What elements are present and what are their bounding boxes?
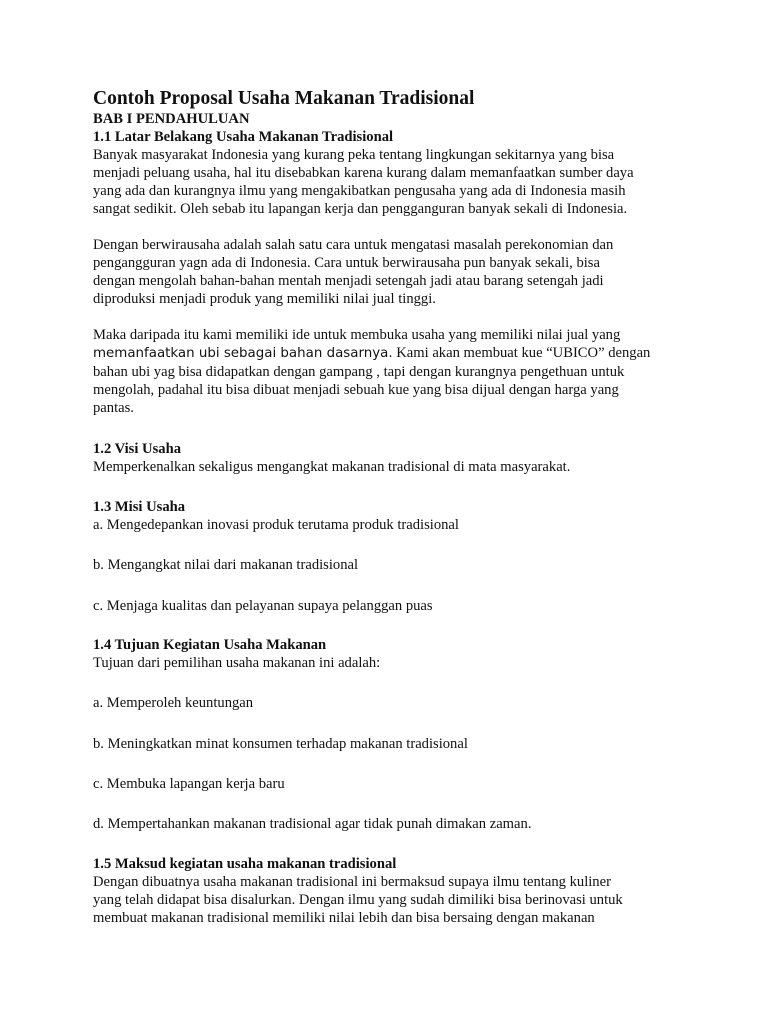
paragraph-purpose	[93, 873, 683, 927]
chapter-heading: BAB I PENDAHULUAN	[93, 111, 250, 127]
mission-item: b. Mengangkat nilai dari makanan tradisional	[93, 557, 359, 573]
text-line: pantas.	[93, 400, 134, 416]
text-line: membuat makanan tradisional memiliki nilai lebih dan bisa bersaing dengan makanan	[93, 910, 595, 926]
text-line: menjadi peluang usaha, hal itu disebabkan karena kurang dalam memanfaatkan sumber daya	[93, 165, 634, 181]
section-1-1-heading: 1.1 Latar Belakang Usaha Makanan Tradisional	[93, 129, 394, 145]
text-line: Dengan dibuatnya usaha makanan tradisional ini bermaksud supaya ilmu tentang kuliner	[93, 874, 611, 890]
text-line: yang telah didapat bisa disalurkan. Dengan ilmu yang sudah dimiliki bisa berinovasi untuk	[93, 892, 623, 908]
objective-item: d. Mempertahankan makanan tradisional agar tidak punah dimakan zaman.	[93, 816, 532, 832]
text-line: pengangguran yagn ada di Indonesia. Cara untuk berwirausaha pun banyak sekali, bisa	[93, 255, 600, 271]
paragraph-background-3	[93, 326, 683, 417]
objectives-intro: Tujuan dari pemilihan usaha makanan ini adalah:	[93, 655, 381, 671]
text-line: bahan ubi yag bisa didapatkan dengan gampang , tapi dengan kurangnya pengethuan untuk	[93, 364, 625, 380]
document-title: Contoh Proposal Usaha Makanan Tradisional	[93, 88, 475, 109]
paragraph-background-2	[93, 236, 683, 308]
mission-item: c. Menjaga kualitas dan pelayanan supaya pelanggan puas	[93, 598, 433, 614]
text-run: Kami akan membuat kue “UBICO” dengan	[392, 345, 651, 361]
objective-item: c. Membuka lapangan kerja baru	[93, 776, 285, 792]
section-1-3-heading: 1.3 Misi Usaha	[93, 499, 186, 515]
section-1-5-heading: 1.5 Maksud kegiatan usaha makanan tradisional	[93, 856, 397, 872]
document-content	[93, 88, 683, 927]
text-line: mengolah, padahal itu bisa dibuat menjadi sebuah kue yang bisa dijual dengan harga yang	[93, 382, 619, 398]
text-line: sangat sedikit. Oleh sebab itu lapangan kerja dan pengganguran banyak sekali di Indonesia.	[93, 201, 628, 217]
paragraph-background-1	[93, 146, 683, 218]
objective-item: a. Memperoleh keuntungan	[93, 695, 254, 711]
text-line: diproduksi menjadi produk yang memiliki nilai jual tinggi.	[93, 291, 436, 307]
text-line	[93, 344, 683, 363]
text-line: Banyak masyarakat Indonesia yang kurang peka tentang lingkungan sekitarnya yang bisa	[93, 147, 615, 163]
text-line: dengan mengolah bahan-bahan mentah menjadi setengah jadi atau barang setengah jadi	[93, 273, 604, 289]
section-1-2-heading: 1.2 Visi Usaha	[93, 441, 181, 457]
vision-text: Memperkenalkan sekaligus mengangkat makanan tradisional di mata masyarakat.	[93, 459, 571, 475]
mission-item: a. Mengedepankan inovasi produk terutama produk tradisional	[93, 517, 459, 533]
text-line: Dengan berwirausaha adalah salah satu cara untuk mengatasi masalah perekonomian dan	[93, 237, 614, 253]
text-line: yang ada dan kurangnya ilmu yang mengakibatkan pengusaha yang ada di Indonesia masih	[93, 183, 626, 199]
section-1-4-heading: 1.4 Tujuan Kegiatan Usaha Makanan	[93, 637, 327, 653]
text-run-sans: memanfaatkan ubi sebagai bahan dasarnya.	[93, 346, 393, 361]
text-line: Maka daripada itu kami memiliki ide untuk membuka usaha yang memiliki nilai jual yang	[93, 327, 621, 343]
objective-item: b. Meningkatkan minat konsumen terhadap makanan tradisional	[93, 736, 468, 752]
